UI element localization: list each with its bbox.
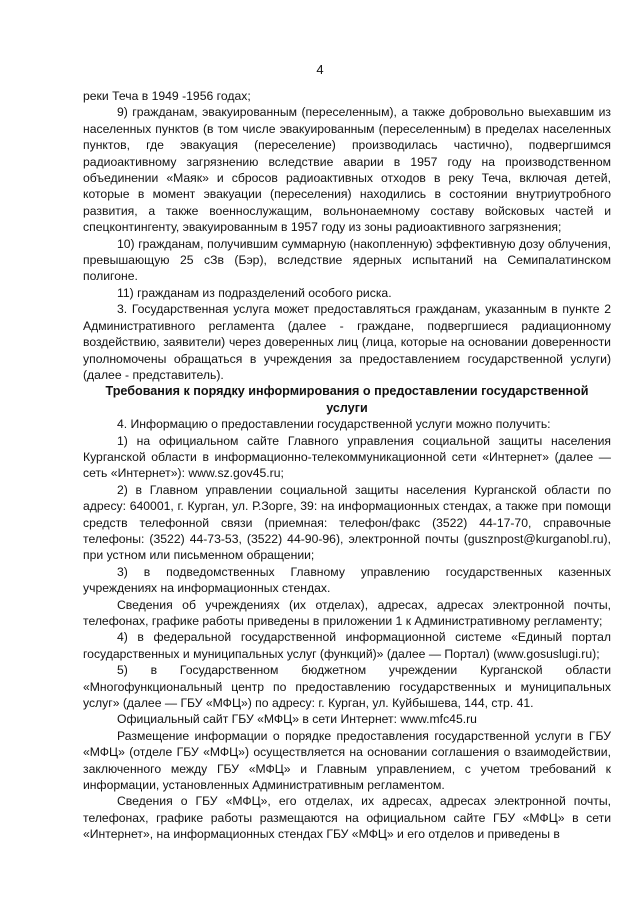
paragraph: 9) гражданам, эвакуированным (переселенным), а также добровольно выехавшим из населенных пунктов (в том числе эвакуированным (переселенным) в пределах населенных пунктов, где эвакуация (переселение) производилась частично), подвергшимся радиоактивному загрязнению вследствие аварии в 1957 году на производственном объединении «Маяк» и сбросов радиоактивных отходов в реку Теча, включая детей, которые в момент эвакуации (переселения) находились в состоянии внутриутробного развития, а также военнослужащим, вольнонаемному составу войсковых частей и спецконтингенту, эвакуированным в 1957 году из зоны радиоактивного загрязнения;: [83, 105, 611, 235]
paragraph: 1) на официальном сайте Главного управления социальной защиты населения Курганской области в информационно-телекоммуникационной сети «Интернет» (далее — сеть «Интернет»): www.sz.gov45.ru;: [83, 433, 611, 481]
paragraph: 11) гражданам из подразделений особого риска.: [117, 285, 392, 300]
paragraph: 4) в федеральной государственной информационной системе «Единый портал государственных и муниципальных услуг (функций)» (далее — Портал) (www.gosuslugi.ru);: [83, 630, 611, 661]
paragraph: 5) в Государственном бюджетном учреждении Курганской области «Многофункциональный центр по предоставлению государственных и муниципальных услуг» (далее — ГБУ «МФЦ») по адресу: г. Курган, ул. Куйбышева, 144, стр. 41.: [83, 663, 611, 711]
document-body: [83, 88, 611, 843]
paragraph: 2) в Главном управлении социальной защиты населения Курганской области по адресу: 640001, г. Курган, ул. Р.Зорге, 39: на информационных стендах, а также при помощи средств телефонной связи (приемная: телефон/факс (3522) 44-17-70, справочные телефоны: (3522) 44-73-53, (3522) 44-90-96), электронной почты (gusznpost@kurganobl.ru), при устном или письменном обращении;: [83, 482, 611, 563]
page-number: 4: [316, 62, 324, 77]
paragraph: Сведения об учреждениях (их отделах), адресах, адресах электронной почты, телефонах, графике работы приведены в приложении 1 к Административному регламенту;: [83, 597, 611, 628]
paragraph: Официальный сайт ГБУ «МФЦ» в сети Интернет: www.mfc45.ru: [117, 712, 477, 727]
paragraph: 3) в подведомственных Главному управлению государственных казенных учреждениях на информационных стендах.: [83, 564, 611, 596]
paragraph: реки Теча в 1949 -1956 годах;: [83, 89, 251, 103]
paragraphs-bottom: [83, 416, 611, 843]
section-heading: Требования к порядку информирования о предоставлении государственной услуги: [105, 384, 589, 415]
paragraph: Сведения о ГБУ «МФЦ», его отделах, их адресах, адресах электронной почты, телефонах, графике работы размещаются на официальном сайте ГБУ «МФЦ» в сети «Интернет», на информационных стендах ГБУ «МФЦ» и его отделов и приведены в: [83, 794, 611, 842]
paragraphs-top: [83, 88, 611, 383]
paragraph: 4. Информацию о предоставлении государственной услуги можно получить:: [117, 417, 551, 432]
paragraph: 10) гражданам, получившим суммарную (накопленную) эффективную дозу облучения, превышающую 25 сЗв (Бэр), вследствие ядерных испытаний на Семипалатинском полигоне.: [83, 236, 611, 284]
paragraph: 3. Государственная услуга может предоставляться гражданам, указанным в пункте 2 Административного регламента (далее - граждане, подвергшиеся радиационному воздействию, заявители) через доверенных лиц (лица, которые на основании доверенности уполномочены обращаться в учреждения за предоставлением государственной услуги) (далее - представитель).: [83, 302, 611, 382]
paragraph: Размещение информации о порядке предоставления государственной услуги в ГБУ «МФЦ» (отделе ГБУ «МФЦ») осуществляется на основании соглашения о взаимодействии, заключенного между ГБУ «МФЦ» и Главным управлением, с учетом требований к информации, установленных Административным регламентом.: [83, 728, 611, 793]
